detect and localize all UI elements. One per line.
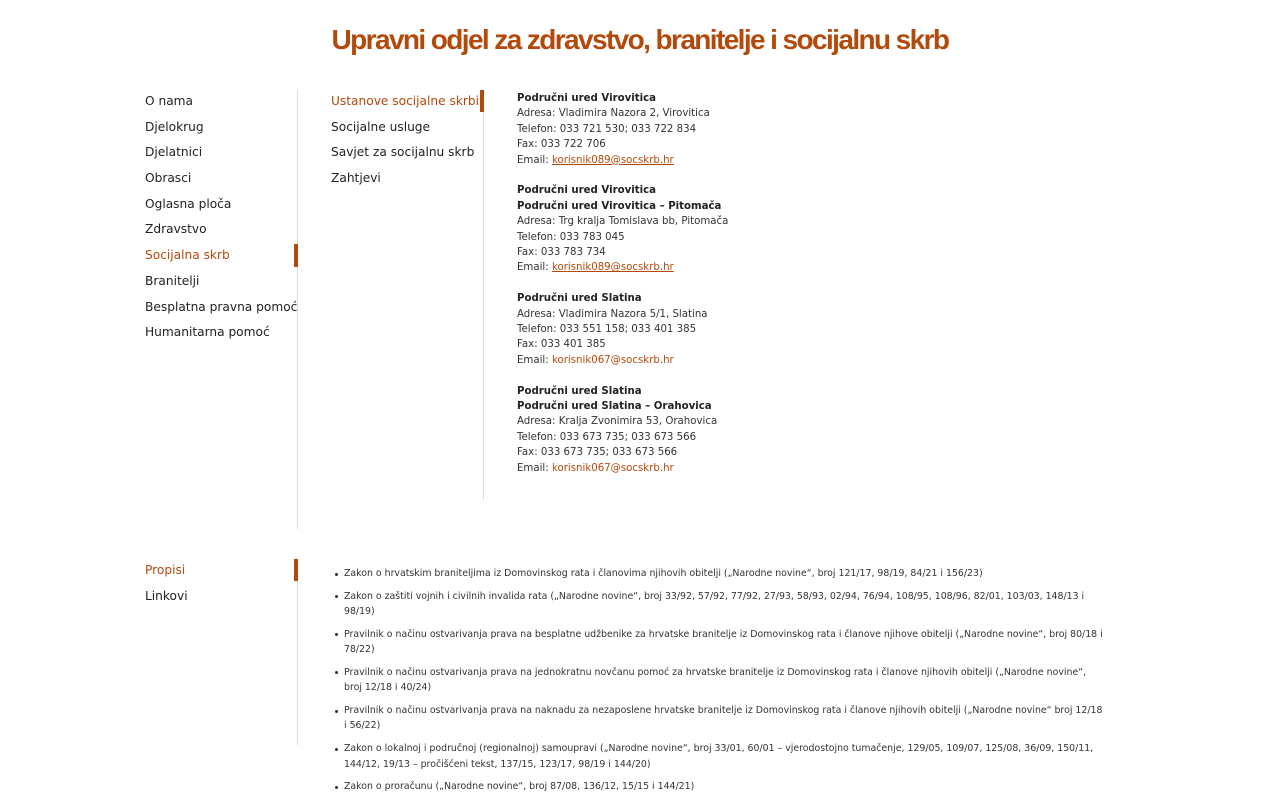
office-email-link[interactable]: korisnik089@socskrb.hr — [551, 262, 674, 274]
main-nav-item-socijalna-skrb[interactable]: Socijalna skrb — [145, 248, 230, 263]
main-nav — [145, 89, 298, 346]
office-address: Adresa: Vladimira Nazora 2, Virovitica — [517, 108, 710, 120]
bottom-nav-item-propisi[interactable]: Propisi — [145, 563, 186, 577]
office-contacts — [517, 91, 937, 492]
regulation-link[interactable]: Pravilnik o načinu ostvarivanja prava na besplatne udžbenike za hrvatske branitelje iz Domovinskog rata i članove njihove obitelji („Narodne novine“, broj 80/18 i 78/22) — [333, 627, 1103, 658]
main-nav-item-o-nama[interactable]: O nama — [145, 94, 194, 108]
main-nav-item-oglasna-ploca[interactable]: Oglasna ploča — [145, 196, 232, 211]
main-nav-item-branitelji[interactable]: Branitelji — [145, 273, 200, 288]
office-block — [517, 91, 937, 168]
office-phone: Telefon: 033 551 158; 033 401 385 — [517, 324, 697, 336]
regulations-list — [333, 566, 1103, 802]
office-address: Adresa: Kralja Zvonimira 53, Orahovica — [517, 416, 718, 428]
office-phone: Telefon: 033 673 735; 033 673 566 — [517, 431, 697, 443]
office-email-label: Email: — [517, 462, 552, 474]
office-email-label: Email: — [517, 262, 552, 274]
office-title: Područni ured Virovitica — [517, 185, 657, 197]
office-email-label: Email: — [517, 154, 552, 166]
page-title: Upravni odjel za zdravstvo, branitelje i socijalnu skrb — [331, 24, 949, 55]
regulation-link[interactable]: Zakon o hrvatskim braniteljima iz Domovinskog rata i članovima njihovih obitelji („Narodne novine“, broj 121/17, 98/19, 84/21 i 156/23) — [333, 566, 1103, 581]
office-email-link[interactable]: korisnik067@socskrb.hr — [551, 354, 674, 366]
office-title: Područni ured Virovitica — [517, 93, 657, 104]
office-email-line — [517, 353, 937, 368]
regulation-link[interactable]: Zakon o lokalnoj i područnoj (regionalnoj) samoupravi („Narodne novine“, broj 33/01, 60/01 – vjerodostojno tumačenje, 129/05, 109/07, 125/08, 36/09, 150/11, 144/12, 19/13 – pročišćeni tekst, 137/15, 123/17, 98/19 i 144/20) — [333, 741, 1103, 772]
office-email-line — [517, 461, 937, 476]
sub-nav-divider — [483, 89, 484, 500]
regulation-link[interactable]: Zakon o zaštiti vojnih i civilnih invalida rata („Narodne novine“, broj 33/92, 57/92, 77/92, 27/93, 58/93, 02/94, 76/94, 108/95, 108/96, 82/01, 103/03, 148/13 i 98/19) — [333, 589, 1103, 620]
main-nav-item-besplatna-pravna-pomoc[interactable]: Besplatna pravna pomoć — [145, 299, 298, 314]
sub-nav-active-marker — [480, 90, 484, 112]
office-fax: Fax: 033 673 735; 033 673 566 — [517, 447, 678, 459]
office-phone: Telefon: 033 783 045 — [517, 231, 625, 243]
main-nav-item-djelokrug[interactable]: Djelokrug — [145, 119, 204, 134]
office-email-link[interactable]: korisnik067@socskrb.hr — [551, 462, 674, 474]
office-block — [517, 291, 937, 368]
main-nav-item-djelatnici[interactable]: Djelatnici — [145, 145, 203, 160]
office-title: Područni ured Slatina — [517, 293, 642, 305]
office-subtitle: Područni ured Virovitica – Pitomača — [517, 200, 722, 212]
regulation-link[interactable]: Zakon o proračunu („Narodne novine“, broj 87/08, 136/12, 15/15 i 144/21) — [333, 779, 1103, 794]
office-fax: Fax: 033 783 734 — [517, 247, 606, 259]
office-phone: Telefon: 033 721 530; 033 722 834 — [517, 123, 697, 135]
regulation-link[interactable]: Pravilnik o načinu ostvarivanja prava na naknadu za nezaposlene hrvatske branitelje iz Domovinskog rata i članove njihovih obitelji („Narodne novine“ broj 12/18 i 56/22) — [333, 703, 1103, 734]
main-nav-item-humanitarna-pomoc[interactable]: Humanitarna pomoć — [145, 325, 270, 340]
office-block — [517, 384, 937, 476]
office-email-line — [517, 153, 937, 168]
main-nav-item-obrasci[interactable]: Obrasci — [145, 171, 192, 186]
office-subtitle: Područni ured Slatina – Orahovica — [517, 401, 712, 413]
main-nav-item-zdravstvo[interactable]: Zdravstvo — [145, 222, 207, 237]
main-nav-active-marker — [294, 244, 298, 267]
office-fax: Fax: 033 401 385 — [517, 339, 606, 351]
sub-nav-item-ustanove-socijalne-skrbi[interactable]: Ustanove socijalne skrbi — [331, 94, 480, 108]
office-address: Adresa: Vladimira Nazora 5/1, Slatina — [517, 308, 708, 320]
bottom-nav-item-linkovi[interactable]: Linkovi — [145, 588, 188, 603]
sub-nav-item-savjet-za-socijalnu-skrb[interactable]: Savjet za socijalnu skrb — [331, 145, 475, 160]
office-fax: Fax: 033 722 706 — [517, 139, 606, 151]
office-title: Područni ured Slatina — [517, 385, 642, 397]
office-address: Adresa: Trg kralja Tomislava bb, Pitomača — [517, 216, 729, 228]
bottom-nav — [145, 558, 295, 609]
office-email-link[interactable]: korisnik089@socskrb.hr — [551, 154, 674, 166]
bottom-nav-active-marker — [294, 559, 298, 581]
bottom-nav-divider — [297, 558, 298, 745]
sub-nav — [331, 89, 480, 192]
sub-nav-item-zahtjevi[interactable]: Zahtjevi — [331, 171, 381, 186]
office-email-line — [517, 260, 937, 275]
regulation-link[interactable]: Pravilnik o načinu ostvarivanja prava na jednokratnu novčanu pomoć za hrvatske branitelje iz Domovinskog rata i članove njihovih obitelji („Narodne novine“, broj 12/18 i 40/24) — [333, 665, 1103, 696]
main-nav-divider — [297, 89, 298, 529]
office-email-label: Email: — [517, 354, 552, 366]
office-block — [517, 183, 937, 275]
sub-nav-item-socijalne-usluge[interactable]: Socijalne usluge — [331, 119, 431, 134]
